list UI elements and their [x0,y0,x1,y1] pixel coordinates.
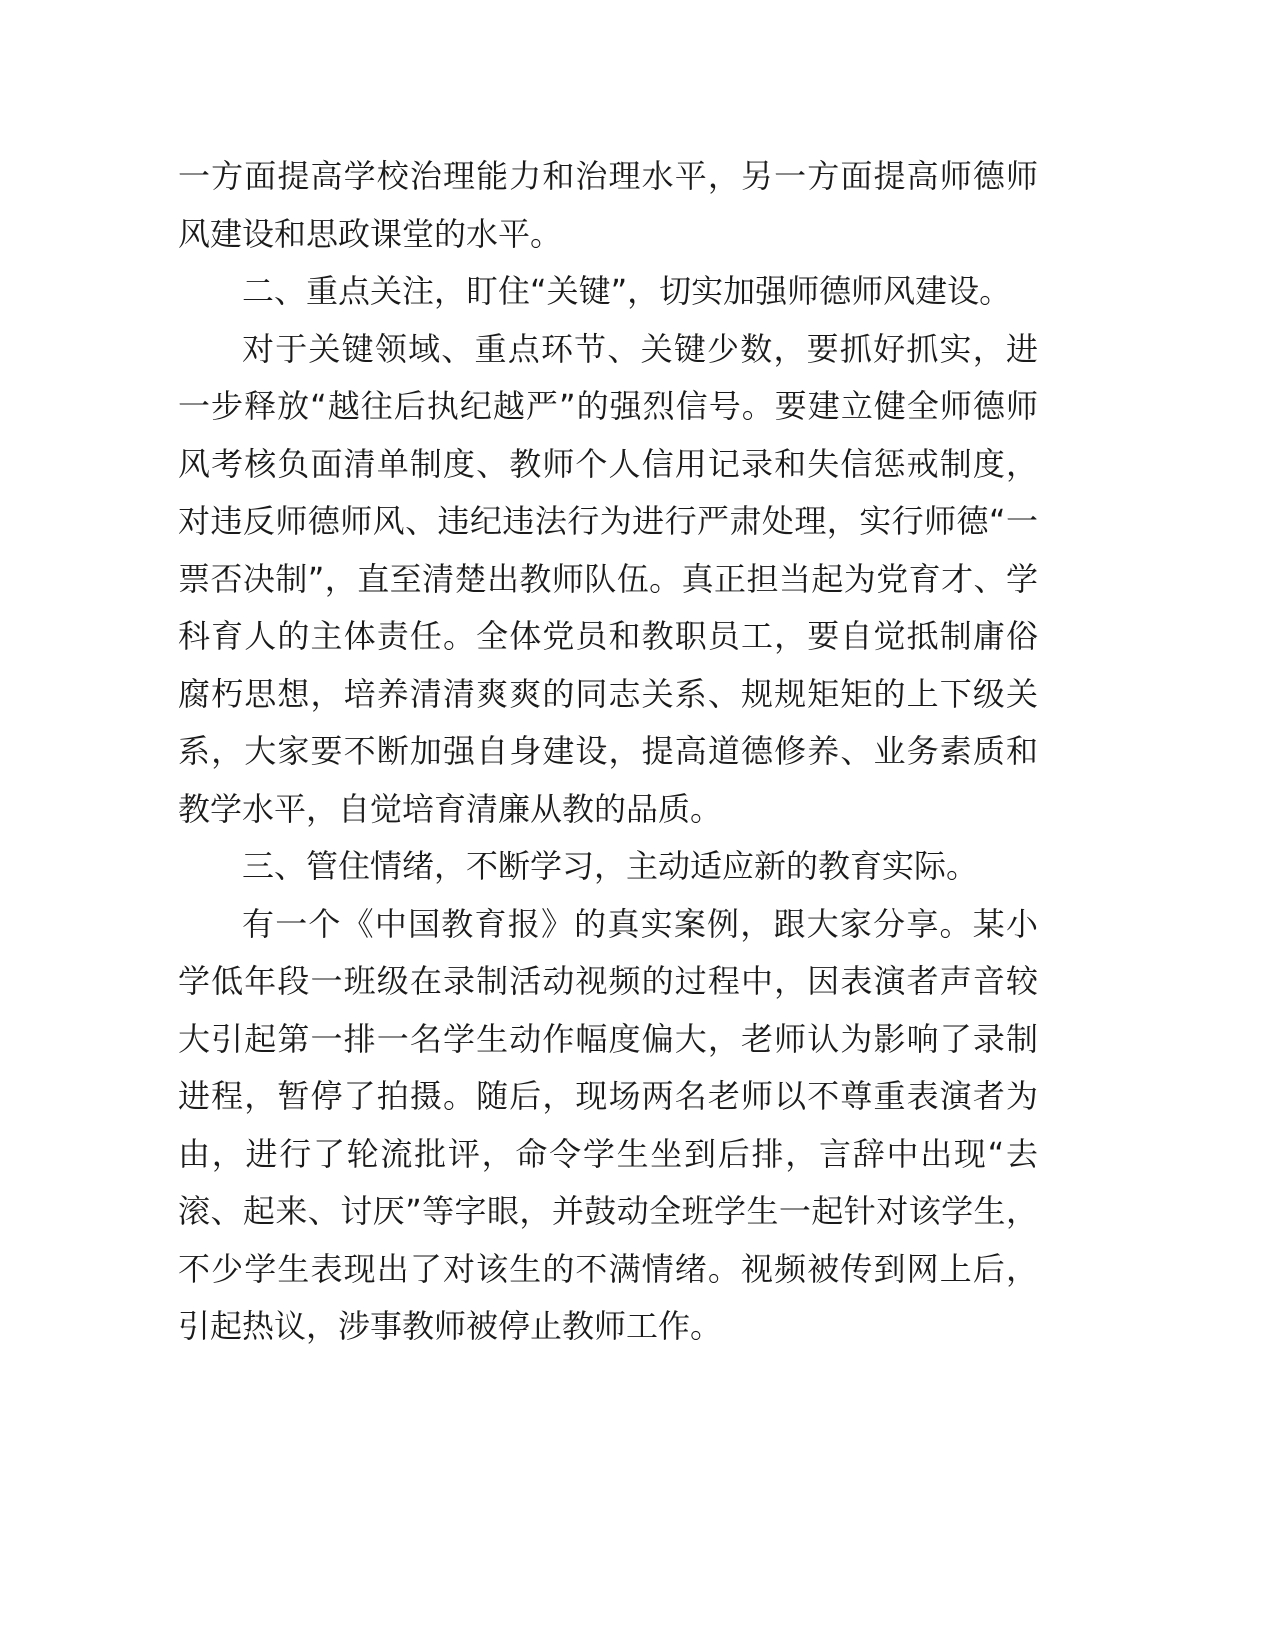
section-heading-2: 二、重点关注，盯住“关键”，切实加强师德师风建设。 [242,272,1012,310]
paragraph-continuation: 一方面提高学校治理能力和治理水平，另一方面提高师德师风建设和思政课堂的水平。 [178,157,1038,253]
paragraph-key-areas: 对于关键领域、重点环节、关键少数，要抓好抓实，进一步释放“越往后执纪越严”的强烈信号。要建立健全师德师风考核负面清单制度、教师个人信用记录和失信惩戒制度，对违反师德师风、违纪违法行为进行严肃处理，实行师德“一票否决制”，直至清楚出教师队伍。真正担当起为党育才、学科育人的主体责任。全体党员和教职员工，要自觉抵制庸俗腐朽思想，培养清清爽爽的同志关系、规规矩矩的上下级关系，大家要不断加强自身建设，提高道德修养、业务素质和教学水平，自觉培育清廉从教的品质。 [178,329,1038,828]
paragraph-case-study: 有一个《中国教育报》的真实案例，跟大家分享。某小学低年段一班级在录制活动视频的过程中，因表演者声音较大引起第一排一名学生动作幅度偏大，老师认为影响了录制进程，暂停了拍摄。随后，现场两名老师以不尊重表演者为由，进行了轮流批评，命令学生坐到后排，言辞中出现“去滚、起来、讨厌”等字眼，并鼓动全班学生一起针对该学生，不少学生表现出了对该生的不满情绪。视频被传到网上后，引起热议，涉事教师被停止教师工作。 [178,904,1038,1345]
document-body [178,148,1038,1356]
section-heading-3: 三、管住情绪，不断学习，主动适应新的教育实际。 [242,847,979,885]
